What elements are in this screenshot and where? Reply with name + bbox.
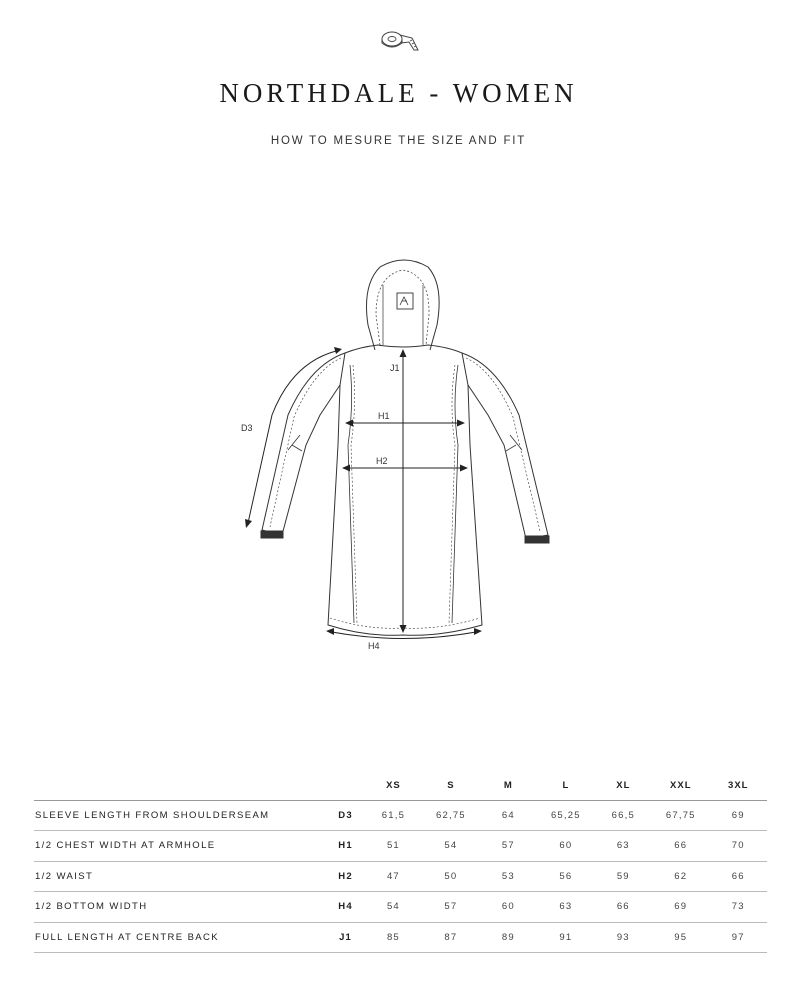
measurement-value: 73	[710, 892, 767, 923]
label-column-header	[34, 772, 326, 800]
measurement-value: 63	[537, 892, 594, 923]
table-row	[34, 800, 767, 831]
table-row	[34, 922, 767, 953]
measurement-value: 66	[595, 892, 652, 923]
measurement-code: H2	[326, 861, 364, 892]
measurement-value: 87	[422, 922, 479, 953]
measurement-value: 50	[422, 861, 479, 892]
measurement-value: 65,25	[537, 800, 594, 831]
measurement-code: H1	[326, 831, 364, 862]
measurement-label: 1/2 CHEST WIDTH AT ARMHOLE	[34, 831, 326, 862]
size-header: XXL	[652, 772, 709, 800]
measurement-value: 57	[422, 892, 479, 923]
size-header: M	[480, 772, 537, 800]
measurement-label: 1/2 WAIST	[34, 861, 326, 892]
measurement-value: 66	[710, 861, 767, 892]
right-cuff	[525, 536, 549, 543]
size-header: L	[537, 772, 594, 800]
size-header: XS	[365, 772, 422, 800]
size-header-row	[34, 772, 767, 800]
measurement-value: 51	[365, 831, 422, 862]
measurement-value: 62,75	[422, 800, 479, 831]
table-row	[34, 892, 767, 923]
label-h4: H4	[368, 641, 380, 651]
table-row	[34, 861, 767, 892]
measurement-value: 91	[537, 922, 594, 953]
table-row	[34, 831, 767, 862]
measurement-value: 62	[652, 861, 709, 892]
label-d3: D3	[241, 423, 253, 433]
code-column-header	[326, 772, 364, 800]
measurement-value: 60	[537, 831, 594, 862]
left-cuff	[261, 531, 283, 538]
label-h2: H2	[376, 456, 388, 466]
measurement-value: 56	[537, 861, 594, 892]
measurement-value: 60	[480, 892, 537, 923]
label-j1: J1	[390, 363, 400, 373]
measurement-value: 89	[480, 922, 537, 953]
measurement-value: 61,5	[365, 800, 422, 831]
measurement-value: 64	[480, 800, 537, 831]
measurement-value: 54	[422, 831, 479, 862]
page-subtitle: HOW TO MESURE THE SIZE AND FIT	[270, 135, 527, 147]
measurement-value: 69	[710, 800, 767, 831]
measurement-value: 66	[652, 831, 709, 862]
size-header: XL	[595, 772, 652, 800]
label-h1: H1	[378, 411, 390, 421]
measurement-value: 53	[480, 861, 537, 892]
measurement-value: 85	[365, 922, 422, 953]
measurement-value: 97	[710, 922, 767, 953]
size-chart-table	[34, 772, 767, 953]
measurement-label: 1/2 BOTTOM WIDTH	[34, 892, 326, 923]
measurement-value: 54	[365, 892, 422, 923]
measurement-value: 70	[710, 831, 767, 862]
size-header: 3XL	[710, 772, 767, 800]
measurement-value: 95	[652, 922, 709, 953]
page-title: NORTHDALE - WOMEN	[219, 78, 578, 108]
hood-outline	[367, 260, 440, 350]
measurement-label: SLEEVE LENGTH FROM SHOULDERSEAM	[34, 800, 326, 831]
measurement-value: 47	[365, 861, 422, 892]
measurement-label: FULL LENGTH AT CENTRE BACK	[34, 922, 326, 953]
coat-back-diagram	[230, 245, 570, 665]
measurement-value: 59	[595, 861, 652, 892]
measurement-value: 93	[595, 922, 652, 953]
measurement-value: 57	[480, 831, 537, 862]
measurement-code: D3	[326, 800, 364, 831]
measurement-code: J1	[326, 922, 364, 953]
measurement-value: 66,5	[595, 800, 652, 831]
measurement-value: 69	[652, 892, 709, 923]
measurement-code: H4	[326, 892, 364, 923]
tape-measure-icon	[380, 26, 420, 52]
measurement-value: 67,75	[652, 800, 709, 831]
measurement-value: 63	[595, 831, 652, 862]
size-header: S	[422, 772, 479, 800]
